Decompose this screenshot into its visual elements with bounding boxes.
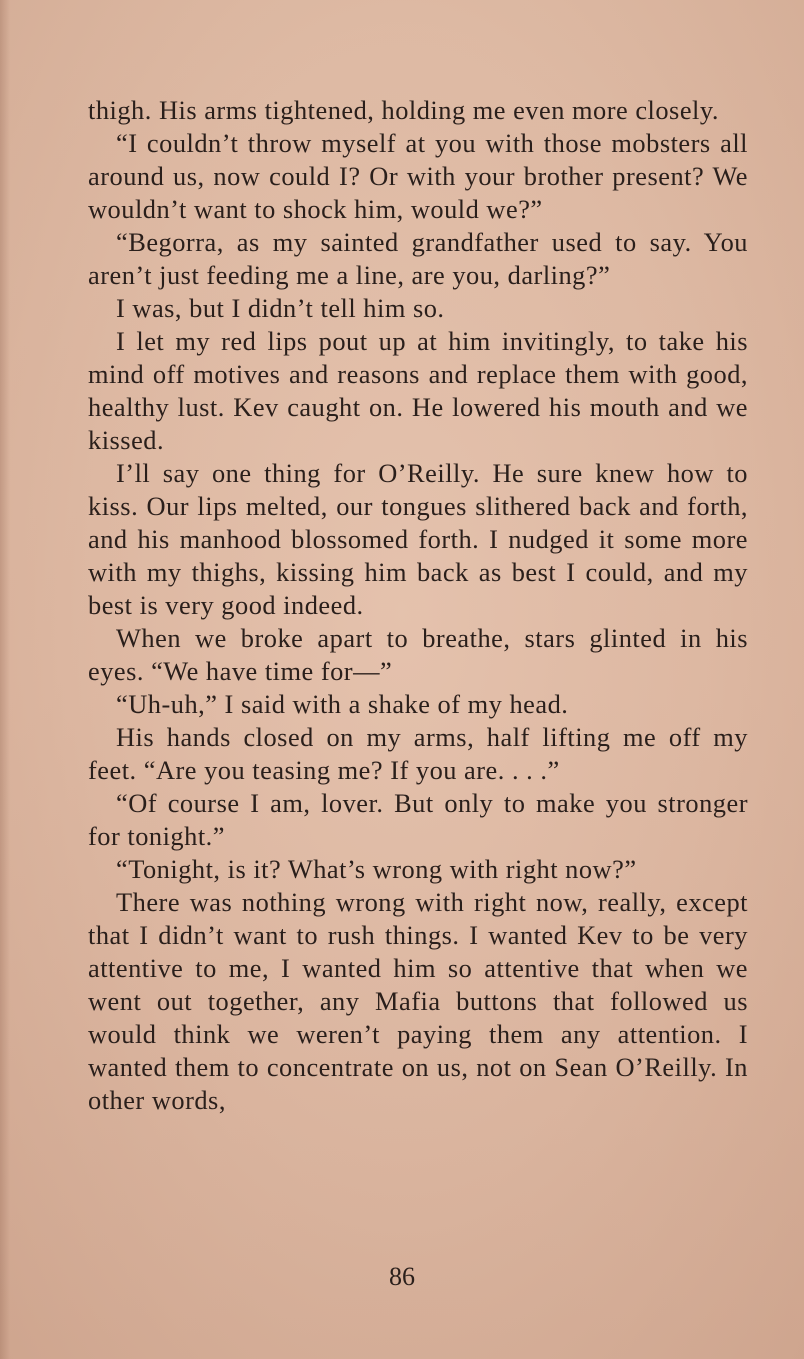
paragraph: “Of course I am, lover. But only to make you stronger for tonight.”: [88, 788, 748, 851]
paragraph: “I couldn’t throw myself at you with those mobsters all around us, now could I? Or with your brother present? We wouldn’t want to shock him, would we?”: [88, 128, 748, 224]
body-text: [88, 94, 748, 1117]
page-edge-shadow: [0, 0, 10, 1359]
page-number: 86: [389, 1262, 415, 1291]
paragraph: I was, but I didn’t tell him so.: [116, 293, 445, 323]
paragraph: There was nothing wrong with right now, really, except that I didn’t want to rush things. I wanted Kev to be very attentive to me, I wanted him so attentive that when we went out together, any Mafia buttons that followed us would think we weren’t paying them any attention. I wanted them to concentrate on us, not on Sean O’Reilly. In other words,: [88, 887, 748, 1115]
paragraph: I let my red lips pout up at him invitingly, to take his mind off motives and reasons and replace them with good, healthy lust. Kev caught on. He lowered his mouth and we kissed.: [88, 326, 748, 455]
paragraph: “Tonight, is it? What’s wrong with right now?”: [116, 854, 637, 884]
paragraph: “Begorra, as my sainted grandfather used to say. You aren’t just feeding me a line, are you, darling?”: [88, 227, 748, 290]
paragraph: His hands closed on my arms, half lifting me off my feet. “Are you teasing me? If you are. . . .”: [88, 722, 748, 785]
paragraph: I’ll say one thing for O’Reilly. He sure knew how to kiss. Our lips melted, our tongues slithered back and forth, and his manhood blossomed forth. I nudged it some more with my thighs, kissing him back as best I could, and my best is very good indeed.: [88, 458, 748, 620]
paragraph: thigh. His arms tightened, holding me even more closely.: [88, 95, 719, 125]
paragraph: When we broke apart to breathe, stars glinted in his eyes. “We have time for—”: [88, 623, 748, 686]
paragraph: “Uh-uh,” I said with a shake of my head.: [116, 689, 569, 719]
